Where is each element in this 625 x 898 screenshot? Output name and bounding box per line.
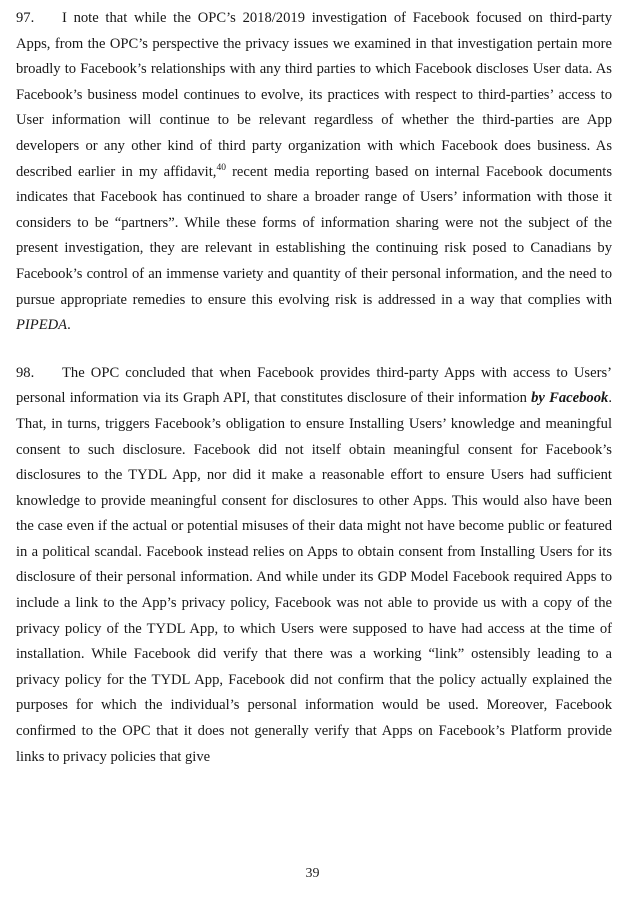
- page-number: 39: [305, 866, 320, 881]
- paragraph-number: 97.: [16, 10, 35, 26]
- paragraph-98: [16, 361, 612, 771]
- italic-term: PIPEDA: [16, 317, 68, 334]
- footnote-marker: 40: [216, 162, 226, 173]
- paragraph-97: [16, 6, 612, 339]
- paragraph-text: The OPC concluded that when Facebook provides third-party Apps with access to Users’ personal information via its Graph API, that constitutes disclosure of their information by Facebook. That, in turns, triggers Facebook’s obligation to ensure Installing Users’ knowledge and meaningful consent to such disclosure. Facebook did not itself obtain meaningful consent for Facebook’s disclosures to the TYDL App, nor did it make a reasonable effort to ensure Users had sufficient knowledge to provide meaningful consent for disclosures to other Apps. This would also have been the case even if the actual or potential misuses of their data might not have become public or featured in a political scandal. Facebook instead relies on Apps to obtain consent from Installing Users for its disclosure of their personal information. And while under its GDP Model Facebook required Apps to include a link to the App’s privacy policy, Facebook was not able to provide us with a copy of the privacy policy of the TYDL App, to which Users were supposed to have had access at the time of installation. While Facebook did verify that there was a working “link” ostensibly leading to a privacy policy for the TYDL App, Facebook did not confirm that the policy actually explained the purposes for which the individual’s personal information would be used. Moreover, Facebook confirmed to the OPC that it does not generally verify that Apps on Facebook’s Platform provide links to privacy policies that give: [16, 364, 612, 765]
- paragraph-number: 98.: [16, 364, 35, 381]
- emphasis-term: by Facebook: [531, 390, 609, 407]
- document-body: [16, 6, 612, 792]
- paragraph-text: I note that while the OPC’s 2018/2019 investigation of Facebook focused on third-party Apps, from the OPC’s perspective the privacy issues we examined in that investigation pertain more broadly to Facebook’s relationships with any third parties to which Facebook discloses User data. As Facebook’s business model continues to evolve, its practices with respect to third-parties’ access to User information will continue to be relevant regardless of whether the third-parties are App developers or any other kind of third party organization with which Facebook does business. As described earlier in my affidavit,$^{40}$ recent media reporting based on internal Facebook documents indicates that Facebook has continued to share a broader range of Users’ information with those it considers to be “partners”. While these forms of information sharing were not the subject of the present investigation, they are relevant in establishing the continuing risk posed to Canadians by Facebook’s control of an immense variety and quantity of their personal information, and the need to pursue appropriate remedies to ensure this evolving risk is addressed in a way that complies with PIPEDA.: [16, 10, 613, 334]
